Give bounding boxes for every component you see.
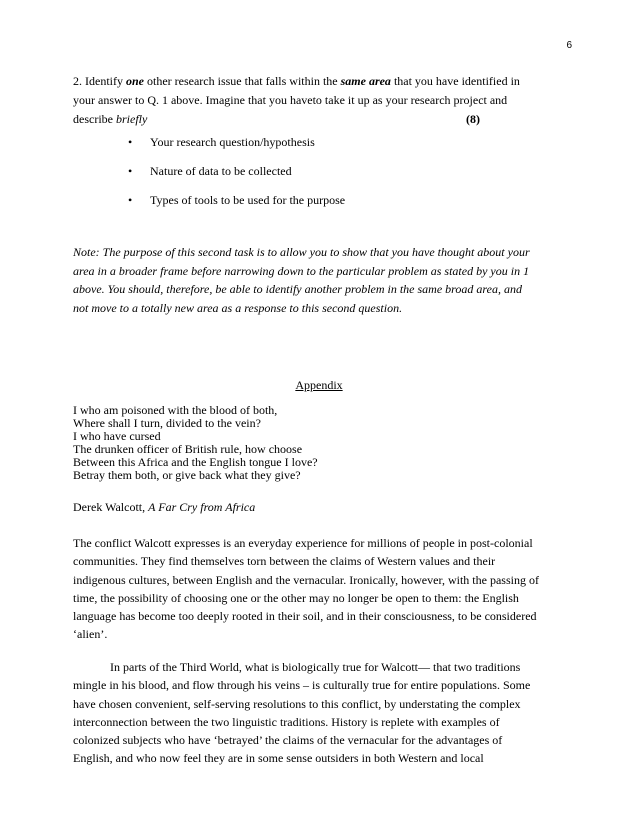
paragraph-line: communities. They find themselves torn between the claims of Western values and their xyxy=(73,554,496,569)
poem-line: I who have cursed xyxy=(73,429,161,443)
note-paragraph xyxy=(73,243,565,317)
bullet-item xyxy=(128,191,345,220)
bullet-icon: • xyxy=(128,164,133,178)
paragraph-line: time, the possibility of choosing one or the other may no longer be open to them: the English xyxy=(73,590,519,605)
bullet-text: Types of tools to be used for the purpose xyxy=(150,193,346,207)
paragraph-line: ‘alien’. xyxy=(73,627,108,642)
paragraph-line: indigenous cultures, between English and the vernacular. Ironically, however, with the passing of xyxy=(73,572,539,587)
paragraph-line: The conflict Walcott expresses is an everyday experience for millions of people in post-colonial xyxy=(73,536,533,550)
question-text: 2. Identify xyxy=(73,74,126,88)
paragraph-line: interconnection between the two linguistic traditions. History is replete with examples of xyxy=(73,714,500,729)
question-line-1 xyxy=(73,72,568,91)
note-line: area in a broader frame before narrowing down to the particular problem as stated by you in 1 xyxy=(73,263,530,278)
emphasis-same-area: same area xyxy=(340,74,391,88)
emphasis-briefly: briefly xyxy=(115,112,148,126)
poem-attribution xyxy=(73,500,255,515)
body-paragraph-2 xyxy=(73,658,568,768)
question-line-2: your answer to Q. 1 above. Imagine that you haveto take it up as your research project and xyxy=(73,93,508,107)
poem-line: Betray them both, or give back what they give? xyxy=(73,468,301,482)
bullet-icon: • xyxy=(128,193,133,207)
paragraph-line: colonized subjects who have ‘betrayed’ the claims of the vernacular for the advantages of xyxy=(73,733,503,748)
poem-line: I who am poisoned with the blood of both, xyxy=(73,403,278,417)
bullet-list xyxy=(128,133,345,220)
bullet-item xyxy=(128,162,345,191)
question-text: that you have identified in xyxy=(390,74,520,88)
paragraph-line: mingle in his blood, and flow through his veins – is culturally true for entire populations. Some xyxy=(73,678,531,693)
note-line: above. You should, therefore, be able to identify another problem in the same broad area, and xyxy=(73,282,522,296)
bullet-text: Nature of data to be collected xyxy=(150,164,292,178)
poem-line: Between this Africa and the English tongue I love? xyxy=(73,455,318,469)
work-title: A Far Cry from Africa xyxy=(148,500,256,514)
note-line: Note: The purpose of this second task is to allow you to show that you have thought about your xyxy=(73,245,530,259)
question-line-3 xyxy=(73,110,568,129)
appendix-heading: Appendix xyxy=(295,378,343,392)
bullet-text: Your research question/hypothesis xyxy=(150,135,315,149)
page-number: 6 xyxy=(566,40,572,51)
author-name: Derek Walcott, xyxy=(73,500,149,514)
body-paragraph-1 xyxy=(73,534,568,644)
bullet-icon: • xyxy=(128,135,133,149)
paragraph-line: English, and who now feel they are in some sense outsiders in both Western and local xyxy=(73,751,484,766)
poem-line: The drunken officer of British rule, how choose xyxy=(73,442,303,456)
poem-line: Where shall I turn, divided to the vein? xyxy=(73,416,261,430)
emphasis-one: one xyxy=(126,74,144,88)
note-line: not move to a totally new area as a response to this second question. xyxy=(73,300,403,315)
question-text: other research issue that falls within the xyxy=(144,74,341,88)
marks-label: (8) xyxy=(466,112,480,126)
poem-excerpt xyxy=(73,404,318,482)
paragraph-line: In parts of the Third World, what is biologically true for Walcott— that two traditions xyxy=(110,660,521,674)
paragraph-line: language has become too deeply rooted in their soil, and in their consciousness, to be considered xyxy=(73,609,537,624)
question-text: describe xyxy=(73,112,116,126)
question-block xyxy=(73,72,568,129)
bullet-item xyxy=(128,133,345,162)
paragraph-line: have chosen convenient, self-serving resolutions to this conflict, by understating the complex xyxy=(73,696,521,711)
